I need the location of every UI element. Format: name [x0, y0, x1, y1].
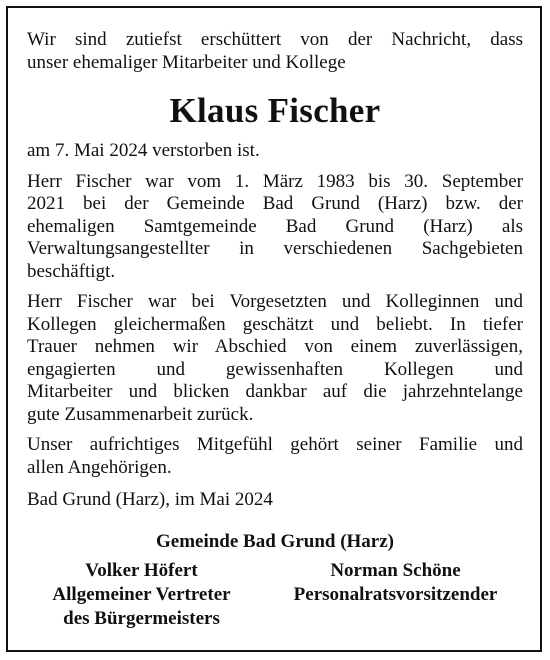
career-line: 2021 bei der Gemeinde Bad Grund (Harz) bzw. der — [27, 193, 523, 214]
intro-line: Wir sind zutiefst erschüttert von der Nachricht, dass — [27, 29, 523, 50]
signatory-title: Allgemeiner Vertreter — [52, 583, 231, 605]
signatory-name: Norman Schöne — [330, 559, 461, 581]
career-line: beschäftigt. — [27, 260, 116, 282]
death-date-line: am 7. Mai 2024 verstorben ist. — [27, 140, 260, 161]
appreciation-line: Kollegen gleichermaßen geschätzt und beliebt. In tiefer — [27, 313, 523, 335]
appreciation-line: Mitarbeiter und blicken dankbar auf die jahrzehntelange — [27, 381, 523, 402]
signatory-right — [268, 559, 523, 631]
appreciation-line: gute Zusammenarbeit zurück. — [27, 403, 254, 425]
career-line: Herr Fischer war vom 1. März 1983 bis 30. September — [27, 170, 523, 192]
signatory-name: Volker Höfert — [85, 559, 198, 581]
intro-paragraph — [27, 29, 523, 74]
appreciation-paragraph — [27, 291, 523, 426]
appreciation-line: engagierten und gewissenhaften Kollegen und — [27, 358, 523, 380]
condolence-paragraph — [27, 434, 523, 479]
organization-name: Gemeinde Bad Grund (Harz) — [155, 530, 395, 552]
condolence-line: Unser aufrichtiges Mitgefühl gehört seiner Familie und — [27, 434, 523, 455]
career-line: ehemaligen Samtgemeinde Bad Grund (Harz) als — [27, 215, 523, 237]
intro-line: unser ehemaliger Mitarbeiter und Kollege — [27, 51, 346, 73]
career-line: Verwaltungsangestellter in verschiedenen Sachgebieten — [27, 238, 523, 259]
career-paragraph — [27, 171, 523, 284]
signatory-title: des Bürgermeisters — [63, 607, 220, 629]
deceased-name: Klaus Fischer — [169, 91, 381, 130]
appreciation-line: Herr Fischer war bei Vorgesetzten und Kolleginnen und — [27, 291, 523, 312]
place-date-line: Bad Grund (Harz), im Mai 2024 — [27, 489, 273, 510]
appreciation-line: Trauer nehmen wir Abschied von einem zuverlässigen, — [27, 336, 523, 357]
signature-block — [27, 559, 523, 631]
signatory-left — [34, 559, 249, 631]
obituary-notice — [27, 29, 523, 631]
condolence-line: allen Angehörigen. — [27, 456, 172, 478]
signatory-title: Personalratsvorsitzender — [293, 583, 498, 605]
